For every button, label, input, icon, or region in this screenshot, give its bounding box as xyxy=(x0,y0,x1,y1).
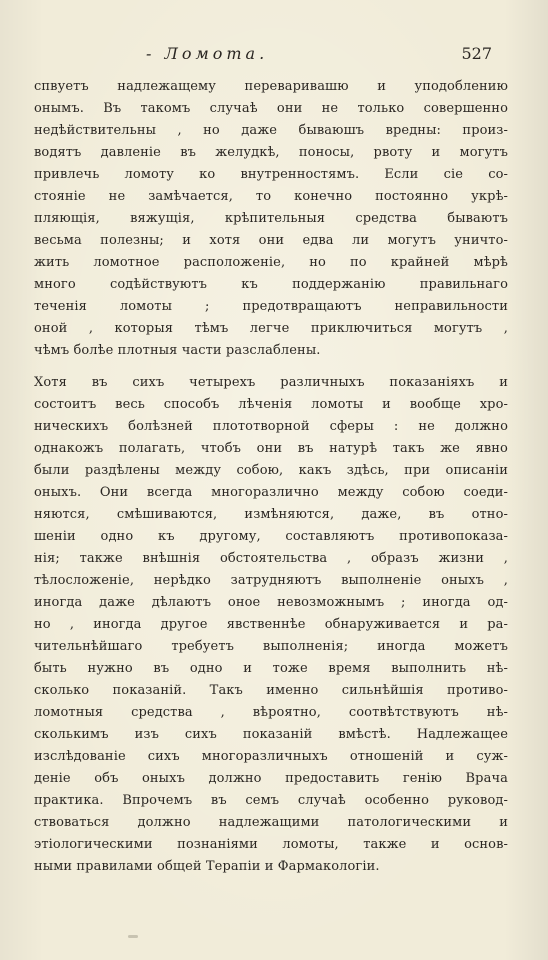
text-line: чительнѣйшаго требуетъ выполненія; иногда можетъ xyxy=(34,639,508,654)
text-line: теченія ломоты ; предотвращаютъ неправильности xyxy=(34,299,508,314)
text-line: весьма полезны; и хотя они едва ли могутъ уничто- xyxy=(34,233,508,248)
text-line: но , иногда другое явственнѣе обнаруживается и ра- xyxy=(34,617,508,632)
text-line: жить ломотное расположеніе, но по крайней мѣрѣ xyxy=(34,255,508,270)
text-line: ными правилами общей Терапіи и Фармакологіи. xyxy=(34,859,380,874)
text-line: шеніи одно къ другому, составляютъ противопоказа- xyxy=(34,529,508,544)
text-line: оной , которыя тѣмъ легче приключиться могутъ , xyxy=(34,321,508,336)
paragraph-2 xyxy=(34,372,508,878)
text-line: онымъ. Въ такомъ случаѣ они не только совершенно xyxy=(34,101,508,116)
text-line: Хотя въ сихъ четырехъ различныхъ показаніяхъ и xyxy=(34,375,508,390)
text-line: недѣйствительны , но даже бываюшъ вредны: произ- xyxy=(34,123,508,138)
text-line: сколькимъ изъ сихъ показаній вмѣстѣ. Надлежащее xyxy=(34,727,508,742)
text-line: однакожъ полагать, чтобъ они въ натурѣ такъ же явно xyxy=(34,441,508,456)
text-line: быть нужно въ одно и тоже время выполнить нѣ- xyxy=(34,661,508,676)
text-line: водятъ давленіе въ желудкѣ, поносы, рвоту и могутъ xyxy=(34,145,508,160)
page-number: 527 xyxy=(461,44,492,63)
text-line: были раздѣлены между собою, какъ здѣсь, при описаніи xyxy=(34,463,508,478)
text-line: спвуетъ надлежащему переваривашю и уподоблению xyxy=(34,79,508,94)
text-line: состоитъ весь способъ лѣченія ломоты и вообще хро- xyxy=(34,397,508,412)
text-line: чѣмъ болѣе плотныя части разслаблены. xyxy=(34,343,321,358)
ink-mark xyxy=(128,935,138,938)
running-head xyxy=(0,44,548,68)
text-line: сколько показаній. Такъ именно сильнѣйшія противо- xyxy=(34,683,508,698)
text-line: стояніе не замѣчается, то конечно постоянно укрѣ- xyxy=(34,189,508,204)
text-line: иногда даже дѣлаютъ оное невозможнымъ ; иногда од- xyxy=(34,595,508,610)
running-title: - Ломота. xyxy=(146,44,269,63)
paragraph-spacer xyxy=(34,362,508,372)
text-line: тѣлосложеніе, нерѣдко затрудняютъ выполненіе оныхъ , xyxy=(34,573,508,588)
text-line: этіологическими познаніями ломоты, также и основ- xyxy=(34,837,508,852)
text-line: изслѣдованіе сихъ многоразличныхъ отношеній и суж- xyxy=(34,749,508,764)
paragraph-1 xyxy=(34,76,508,362)
text-line: привлечь ломоту ко внутренностямъ. Если сіе со- xyxy=(34,167,508,182)
body-text xyxy=(34,76,508,878)
text-line: пляющія, вяжущія, крѣпительныя средства бываютъ xyxy=(34,211,508,226)
text-line: ломотныя средства , вѣроятно, соотвѣтствуютъ нѣ- xyxy=(34,705,508,720)
text-line: ническихъ болѣзней плототворной сферы : не должно xyxy=(34,419,508,434)
text-line: много содѣйствуютъ къ поддержанію правильнаго xyxy=(34,277,508,292)
text-line: оныхъ. Они всегда многоразлично между собою соеди- xyxy=(34,485,508,500)
text-line: няются, смѣшиваются, измѣняются, даже, въ отно- xyxy=(34,507,508,522)
text-line: практика. Впрочемъ въ семъ случаѣ особенно руковод- xyxy=(34,793,508,808)
text-line: деніе объ оныхъ должно предоставить генію Врача xyxy=(34,771,508,786)
text-line: ствоваться должно надлежащими патологическими и xyxy=(34,815,508,830)
text-line: нія; также внѣшнія обстоятельства , образъ жизни , xyxy=(34,551,508,566)
